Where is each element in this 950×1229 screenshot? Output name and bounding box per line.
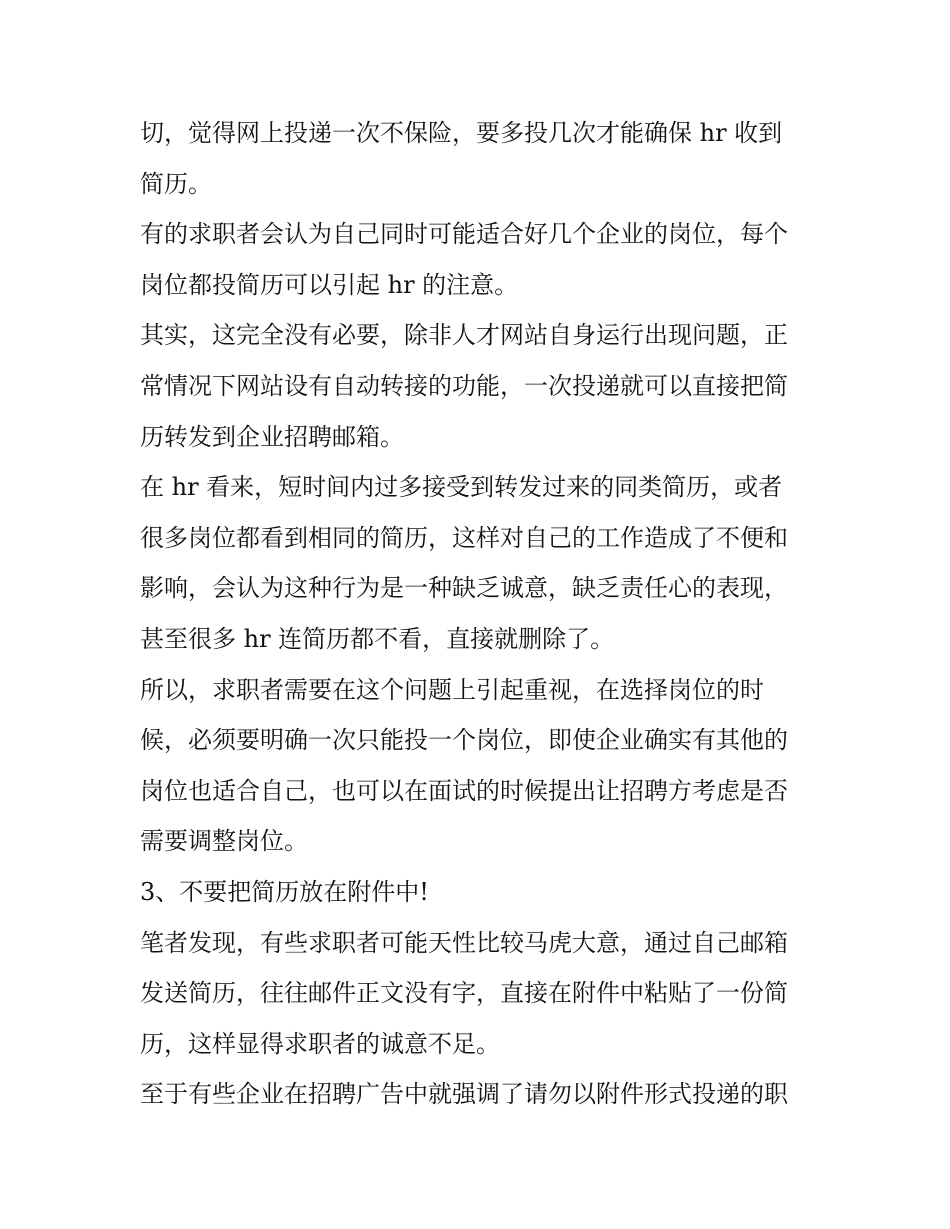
text-line: 所以，求职者需要在这个问题上引起重视，在选择岗位的时 xyxy=(140,675,764,704)
text-line: 影响，会认为这种行为是一种缺乏诚意，缺乏责任心的表现， xyxy=(140,574,788,603)
text-line: 其实，这完全没有必要，除非人才网站自身运行出现问题，正 xyxy=(140,321,788,350)
text-line: 常情况下网站设有自动转接的功能，一次投递就可以直接把简 xyxy=(140,371,788,400)
text-line: 岗位也适合自己，也可以在面试的时候提出让招聘方考虑是否 xyxy=(140,776,788,805)
section-heading: 3、不要把简历放在附件中! xyxy=(140,877,429,906)
text-line: 发送简历，往往邮件正文没有字，直接在附件中粘贴了一份简 xyxy=(140,979,788,1008)
text-line: 很多岗位都看到相同的简历，这样对自己的工作造成了不便和 xyxy=(140,523,788,552)
text-line: 笔者发现，有些求职者可能天性比较马虎大意，通过自己邮箱 xyxy=(140,928,788,957)
text-line: 简历。 xyxy=(140,169,212,198)
text-line: 历转发到企业招聘邮箱。 xyxy=(140,422,404,451)
text-line: 需要调整岗位。 xyxy=(140,827,308,856)
text-line: 至于有些企业在招聘广告中就强调了请勿以附件形式投递的职 xyxy=(140,1080,788,1109)
text-line: 切，觉得网上投递一次不保险，要多投几次才能确保 hr 收到 xyxy=(140,119,783,147)
text-line: 岗位都投简历可以引起 hr 的注意。 xyxy=(140,270,519,299)
text-line: 候，必须要明确一次只能投一个岗位，即使企业确实有其他的 xyxy=(140,726,788,755)
body-text xyxy=(140,108,820,1120)
text-line: 甚至很多 hr 连简历都不看，直接就删除了。 xyxy=(140,624,615,653)
text-line: 在 hr 看来，短时间内过多接受到转发过来的同类简历，或者 xyxy=(140,473,783,502)
text-line: 历，这样显得求职者的诚意不足。 xyxy=(140,1029,500,1058)
text-line: 有的求职者会认为自己同时可能适合好几个企业的岗位，每个 xyxy=(140,220,788,249)
